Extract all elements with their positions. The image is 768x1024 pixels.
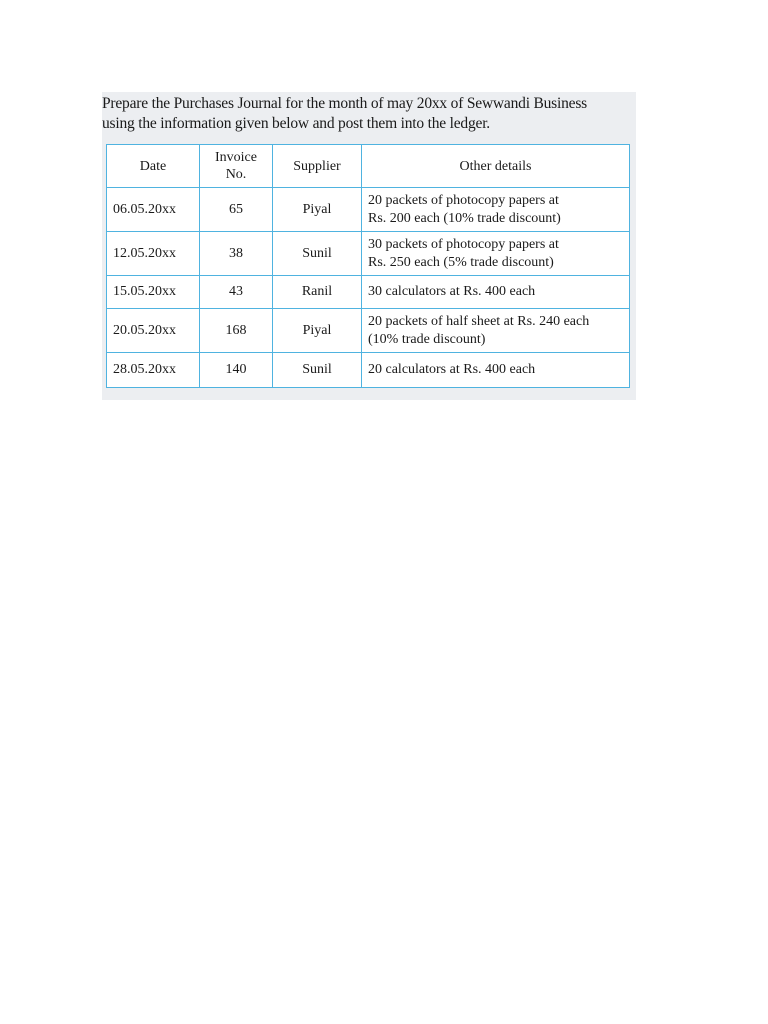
cell-date: 20.05.20xx [107, 309, 200, 353]
details-line-1: 30 calculators at Rs. 400 each [368, 284, 536, 299]
cell-supplier: Sunil [273, 353, 362, 388]
table-row [107, 188, 630, 232]
table-row [107, 232, 630, 276]
purchases-table [106, 144, 630, 388]
cell-details [362, 353, 630, 388]
cell-supplier: Piyal [273, 188, 362, 232]
cell-supplier: Ranil [273, 276, 362, 309]
cell-date: 06.05.20xx [107, 188, 200, 232]
header-invoice-line-1: Invoice [215, 150, 257, 165]
details-line-1: 20 calculators at Rs. 400 each [368, 362, 536, 377]
details-line-1: 20 packets of photocopy papers at [368, 192, 559, 208]
cell-supplier: Sunil [273, 232, 362, 276]
cell-invoice: 168 [200, 309, 273, 353]
table-row [107, 353, 630, 388]
cell-details [362, 232, 630, 276]
cell-date: 12.05.20xx [107, 232, 200, 276]
cell-supplier: Piyal [273, 309, 362, 353]
details-line-1: 30 packets of photocopy papers at [368, 236, 559, 252]
instruction-text [102, 94, 636, 134]
cell-details [362, 188, 630, 232]
header-details: Other details [362, 145, 630, 188]
table-row [107, 309, 630, 353]
cell-date: 15.05.20xx [107, 276, 200, 309]
instruction-line-1: Prepare the Purchases Journal for the month of may 20xx of Sewwandi Business [102, 95, 588, 112]
details-line-2: Rs. 250 each (5% trade discount) [368, 254, 554, 270]
cell-invoice: 65 [200, 188, 273, 232]
cell-details [362, 309, 630, 353]
cell-invoice: 140 [200, 353, 273, 388]
header-invoice [200, 145, 273, 188]
details-line-2: (10% trade discount) [368, 331, 486, 347]
table-header-row [107, 145, 630, 188]
header-supplier: Supplier [273, 145, 362, 188]
cell-date: 28.05.20xx [107, 353, 200, 388]
cell-details [362, 276, 630, 309]
details-line-2: Rs. 200 each (10% trade discount) [368, 210, 561, 226]
table-row [107, 276, 630, 309]
header-invoice-line-2: No. [225, 167, 247, 182]
details-line-1: 20 packets of half sheet at Rs. 240 each [368, 313, 590, 329]
cell-invoice: 38 [200, 232, 273, 276]
exercise-panel [102, 92, 636, 400]
header-date: Date [107, 145, 200, 188]
instruction-line-2: using the information given below and post them into the ledger. [102, 115, 490, 132]
cell-invoice: 43 [200, 276, 273, 309]
